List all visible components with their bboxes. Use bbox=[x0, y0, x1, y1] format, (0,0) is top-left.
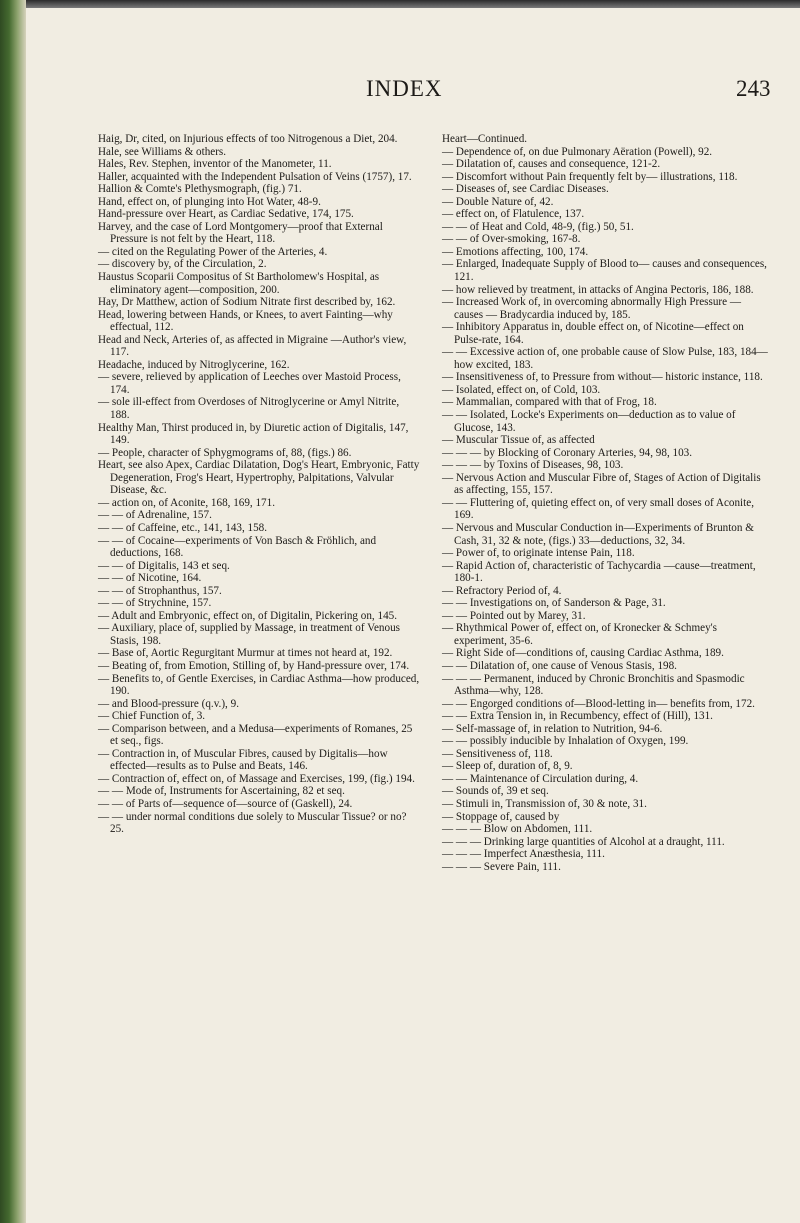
index-entry: — — possibly inducible by Inhalation of Oxygen, 199. bbox=[442, 735, 689, 748]
index-entry: — Chief Function of, 3. bbox=[98, 710, 206, 723]
index-entry: Hand, effect on, of plunging into Hot Water, 48-9. bbox=[98, 195, 321, 208]
index-entry: Heart, see also Apex, Cardiac Dilatation, Dog's Heart, Embryonic, Fatty Degeneration, Frog's Heart, Hypertrophy, Palpitations, Valvular Disease, &c. bbox=[98, 459, 420, 497]
index-entry: — Enlarged, Inadequate Supply of Blood to— causes and consequences, 121. bbox=[442, 258, 767, 284]
index-entry: Hay, Dr Matthew, action of Sodium Nitrate first described by, 162. bbox=[98, 296, 396, 309]
index-entry: — — Maintenance of Circulation during, 4. bbox=[442, 772, 639, 785]
index-entry: — — — Permanent, induced by Chronic Bronchitis and Spasmodic Asthma—why, 128. bbox=[442, 672, 745, 698]
index-entry: — Comparison between, and a Medusa—experiments of Romanes, 25 et seq., figs. bbox=[98, 722, 413, 748]
index-entry: — — Investigations on, of Sanderson & Page, 31. bbox=[442, 597, 666, 610]
index-entry: Hales, Rev. Stephen, inventor of the Manometer, 11. bbox=[98, 158, 332, 171]
index-entry: — Discomfort without Pain frequently felt by— illustrations, 118. bbox=[442, 170, 738, 183]
index-entry: Head, lowering between Hands, or Knees, to avert Fainting—why effectual, 112. bbox=[98, 308, 393, 334]
index-entry: Head and Neck, Arteries of, as affected in Migraine —Author's view, 117. bbox=[98, 333, 407, 359]
index-entry: — Muscular Tissue of, as affected bbox=[442, 434, 595, 447]
index-entry: — Mammalian, compared with that of Frog, 18. bbox=[442, 396, 657, 409]
index-entry: — effect on, of Flatulence, 137. bbox=[442, 208, 585, 221]
index-entry: — — Mode of, Instruments for Ascertaining, 82 et seq. bbox=[98, 785, 345, 798]
index-entry: — Isolated, effect on, of Cold, 103. bbox=[442, 383, 601, 396]
index-entry: Hale, see Williams & others. bbox=[98, 145, 227, 158]
index-entry: — — of Caffeine, etc., 141, 143, 158. bbox=[98, 521, 268, 534]
index-entry: — cited on the Regulating Power of the Arteries, 4. bbox=[98, 245, 328, 258]
index-entry: — Rapid Action of, characteristic of Tachycardia —cause—treatment, 180-1. bbox=[442, 559, 756, 585]
index-entry: — — of Cocaine—experiments of Von Basch & Fröhlich, and deductions, 168. bbox=[98, 534, 377, 560]
index-column-right bbox=[442, 133, 770, 873]
index-entry: — — of Heat and Cold, 48-9, (fig.) 50, 51. bbox=[442, 220, 634, 233]
index-entry: — Emotions affecting, 100, 174. bbox=[442, 245, 589, 258]
index-entry: — Base of, Aortic Regurgitant Murmur at times not heard at, 192. bbox=[98, 647, 393, 660]
index-entry: — how relieved by treatment, in attacks of Angina Pectoris, 186, 188. bbox=[442, 283, 754, 296]
index-entry: — sole ill-effect from Overdoses of Nitroglycerine or Amyl Nitrite, 188. bbox=[98, 396, 400, 422]
index-entry: — — of Parts of—sequence of—source of (Gaskell), 24. bbox=[98, 797, 353, 810]
index-entry: — Power of, to originate intense Pain, 118. bbox=[442, 547, 635, 560]
index-entry: — Increased Work of, in overcoming abnormally High Pressure — causes — Bradycardia induced by, 185. bbox=[442, 296, 742, 321]
index-entry: Heart—Continued. bbox=[442, 133, 528, 145]
index-entry: Haig, Dr, cited, on Injurious effects of too Nitrogenous a Diet, 204. bbox=[98, 133, 398, 145]
book-spine-shadow bbox=[0, 0, 26, 1223]
index-entry: — — Dilatation of, one cause of Venous Stasis, 198. bbox=[442, 659, 677, 672]
index-column-left bbox=[98, 133, 420, 836]
index-entry: — — Fluttering of, quieting effect on, of very small doses of Aconite, 169. bbox=[442, 496, 754, 522]
index-entry: — Rhythmical Power of, effect on, of Kronecker & Schmey's experiment, 35-6. bbox=[442, 622, 717, 647]
page-top-edge bbox=[0, 0, 800, 8]
index-entry: Hallion & Comte's Plethysmograph, (fig.) 71. bbox=[98, 183, 302, 196]
index-entry: — — — Severe Pain, 111. bbox=[442, 860, 561, 873]
index-entry: — Inhibitory Apparatus in, double effect on, of Nicotine—effect on Pulse-rate, 164. bbox=[442, 321, 744, 346]
index-entry: — action on, of Aconite, 168, 169, 171. bbox=[98, 496, 275, 509]
index-entry: — Benefits to, of Gentle Exercises, in Cardiac Asthma—how produced, 190. bbox=[98, 672, 420, 698]
index-entry: Hand-pressure over Heart, as Cardiac Sedative, 174, 175. bbox=[98, 208, 354, 221]
index-entry: — and Blood-pressure (q.v.), 9. bbox=[98, 697, 239, 710]
index-entry: — Beating of, from Emotion, Stilling of, by Hand-pressure over, 174. bbox=[98, 659, 410, 672]
page-header bbox=[0, 76, 800, 116]
index-entry: — — of Strychnine, 157. bbox=[98, 597, 212, 610]
index-entry: — — — by Blocking of Coronary Arteries, 94, 98, 103. bbox=[442, 446, 693, 459]
index-entry: Haustus Scoparii Compositus of St Bartholomew's Hospital, as eliminatory agent—composition, 200. bbox=[98, 271, 380, 296]
index-entry: Healthy Man, Thirst produced in, by Diuretic action of Digitalis, 147, 149. bbox=[98, 421, 409, 447]
index-entry: — Right Side of—conditions of, causing Cardiac Asthma, 189. bbox=[442, 647, 724, 660]
index-entry: — Diseases of, see Cardiac Diseases. bbox=[442, 183, 609, 196]
page-number: 243 bbox=[736, 76, 771, 101]
index-entry: — Sounds of, 39 et seq. bbox=[442, 785, 549, 798]
index-entry: — — Engorged conditions of—Blood-letting in— benefits from, 172. bbox=[442, 697, 755, 710]
index-entry: — — of Digitalis, 143 et seq. bbox=[98, 559, 230, 572]
index-entry: — — Excessive action of, one probable cause of Slow Pulse, 183, 184—how excited, 183. bbox=[442, 346, 768, 371]
index-entry: — Insensitiveness of, to Pressure from without— historic instance, 118. bbox=[442, 371, 763, 384]
index-entry: Haller, acquainted with the Independent Pulsation of Veins (1757), 17. bbox=[98, 170, 412, 183]
index-entry: — Refractory Period of, 4. bbox=[442, 584, 562, 597]
index-entry: — Dilatation of, causes and consequence, 121-2. bbox=[442, 158, 661, 171]
index-entry: Harvey, and the case of Lord Montgomery—proof that External Pressure is not felt by the Heart, 118. bbox=[98, 220, 383, 246]
index-entry: — — of Nicotine, 164. bbox=[98, 572, 202, 585]
index-entry: — — under normal conditions due solely to Muscular Tissue? or no? 25. bbox=[98, 810, 407, 836]
index-entry: — Double Nature of, 42. bbox=[442, 195, 554, 208]
index-entry: — Auxiliary, place of, supplied by Massage, in treatment of Venous Stasis, 198. bbox=[98, 622, 400, 647]
index-entry: — — Isolated, Locke's Experiments on—deduction as to value of Glucose, 143. bbox=[442, 409, 736, 434]
index-entry: — — Pointed out by Marey, 31. bbox=[442, 609, 586, 622]
index-entry: — — — Blow on Abdomen, 111. bbox=[442, 823, 593, 836]
page-title: INDEX bbox=[366, 76, 443, 101]
index-entry: — severe, relieved by application of Leeches over Mastoid Process, 174. bbox=[98, 371, 401, 396]
index-entry: — — of Over-smoking, 167-8. bbox=[442, 233, 581, 246]
index-entry: — — — by Toxins of Diseases, 98, 103. bbox=[442, 459, 624, 472]
index-entry: — Contraction in, of Muscular Fibres, caused by Digitalis—how effected—results as to Pulse and Beats, 146. bbox=[98, 747, 388, 773]
index-entry: — Self-massage of, in relation to Nutrition, 94-6. bbox=[442, 722, 663, 735]
index-entry: — — — Drinking large quantities of Alcohol at a draught, 111. bbox=[442, 835, 725, 848]
index-entry: — discovery by, of the Circulation, 2. bbox=[98, 258, 267, 271]
index-entry: — — of Adrenaline, 157. bbox=[98, 509, 212, 522]
index-entry: — — Extra Tension in, in Recumbency, effect of (Hill), 131. bbox=[442, 710, 713, 723]
index-entry: — Nervous Action and Muscular Fibre of, Stages of Action of Digitalis as affecting, 155, 157. bbox=[442, 471, 761, 497]
index-entry: Headache, induced by Nitroglycerine, 162. bbox=[98, 358, 290, 371]
index-entry: — People, character of Sphygmograms of, 88, (figs.) 86. bbox=[98, 446, 352, 459]
index-entry: — Dependence of, on due Pulmonary Aëration (Powell), 92. bbox=[442, 145, 713, 158]
index-entry: — Nervous and Muscular Conduction in—Experiments of Brunton & Cash, 31, 32 & note, (figs.) 33—deductions, 32, 34. bbox=[442, 521, 754, 547]
index-entry: — — of Strophanthus, 157. bbox=[98, 584, 222, 597]
index-entry: — Sensitiveness of, 118. bbox=[442, 747, 553, 760]
index-entry: — Stoppage of, caused by bbox=[442, 810, 560, 823]
index-entry: — Sleep of, duration of, 8, 9. bbox=[442, 760, 573, 773]
index-entry: — Stimuli in, Transmission of, 30 & note, 31. bbox=[442, 797, 647, 810]
index-entry: — — — Imperfect Anæsthesia, 111. bbox=[442, 848, 605, 861]
index-entry: — Contraction of, effect on, of Massage and Exercises, 199, (fig.) 194. bbox=[98, 772, 415, 785]
index-entry: — Adult and Embryonic, effect on, of Digitalin, Pickering on, 145. bbox=[98, 609, 397, 622]
